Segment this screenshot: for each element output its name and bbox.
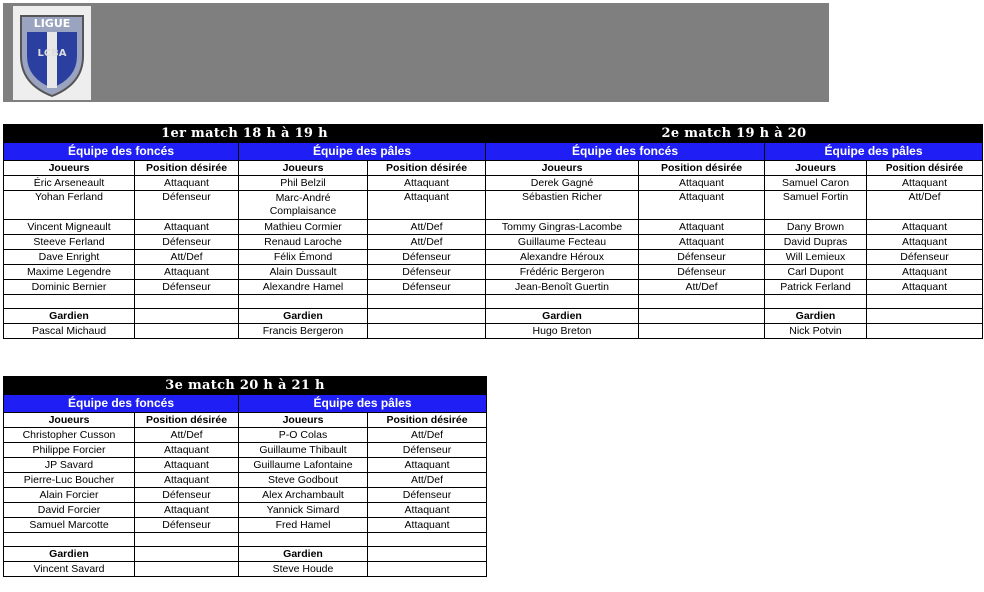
player-position: Att/Def (368, 220, 486, 235)
empty-row (4, 533, 487, 547)
player-position: Attaquant (368, 458, 487, 473)
player-position: Att/Def (368, 428, 487, 443)
player-name: Will Lemieux (765, 250, 867, 265)
col-header-players: Joueurs (765, 161, 867, 176)
player-name: Guillaume Thibault (239, 443, 368, 458)
table-row (4, 280, 983, 295)
player-position: Défenseur (368, 443, 487, 458)
table-row (4, 458, 487, 473)
col-header-players: Joueurs (239, 161, 368, 176)
table-row (4, 518, 487, 533)
player-name: Félix Émond (239, 250, 368, 265)
player-position: Défenseur (368, 250, 486, 265)
goalie-name: Vincent Savard (4, 562, 135, 577)
table-row (4, 265, 983, 280)
player-name: Maxime Legendre (4, 265, 135, 280)
empty-row (4, 295, 983, 309)
match-2-dark-team: Équipe des foncés (486, 143, 765, 161)
table-row (4, 428, 487, 443)
player-position: Att/Def (368, 235, 486, 250)
player-position: Défenseur (135, 235, 239, 250)
player-name: Pierre-Luc Boucher (4, 473, 135, 488)
table-row (4, 220, 983, 235)
player-position: Att/Def (867, 191, 983, 220)
player-position: Attaquant (639, 176, 765, 191)
player-position: Attaquant (867, 280, 983, 295)
player-name: Frédéric Bergeron (486, 265, 639, 280)
col-header-position: Position désirée (639, 161, 765, 176)
table-row (4, 473, 487, 488)
player-position: Attaquant (368, 176, 486, 191)
col-header-players: Joueurs (4, 413, 135, 428)
player-position: Défenseur (639, 250, 765, 265)
header-banner (3, 3, 829, 102)
goalie-label: Gardien (4, 309, 135, 324)
player-position: Défenseur (867, 250, 983, 265)
player-position: Attaquant (639, 191, 765, 220)
goalie-row (4, 562, 487, 577)
player-name: Jean-Benoît Guertin (486, 280, 639, 295)
player-position: Défenseur (368, 280, 486, 295)
player-position: Défenseur (639, 265, 765, 280)
player-name: Guillaume Lafontaine (239, 458, 368, 473)
player-name: Carl Dupont (765, 265, 867, 280)
player-name: P-O Colas (239, 428, 368, 443)
player-position: Défenseur (135, 488, 239, 503)
player-position: Défenseur (135, 518, 239, 533)
player-name: David Dupras (765, 235, 867, 250)
match-1-title: 1er match 18 h à 19 h (4, 125, 486, 143)
player-position: Attaquant (867, 235, 983, 250)
table-row (4, 503, 487, 518)
player-name: Sébastien Richer (486, 191, 639, 220)
goalie-header-row (4, 309, 983, 324)
col-header-players: Joueurs (239, 413, 368, 428)
match-3-light-team: Équipe des pâles (239, 395, 487, 413)
player-position: Défenseur (368, 265, 486, 280)
player-position: Attaquant (639, 220, 765, 235)
goalie-name: Steve Houde (239, 562, 368, 577)
goalie-name: Nick Potvin (765, 324, 867, 339)
match-1-light-team: Équipe des pâles (239, 143, 486, 161)
player-position: Attaquant (368, 503, 487, 518)
col-header-position: Position désirée (867, 161, 983, 176)
player-position: Attaquant (135, 473, 239, 488)
col-header-position: Position désirée (135, 161, 239, 176)
col-header-position: Position désirée (368, 161, 486, 176)
player-position: Attaquant (867, 220, 983, 235)
col-header-players: Joueurs (4, 161, 135, 176)
player-name: Steve Godbout (239, 473, 368, 488)
player-position: Att/Def (135, 250, 239, 265)
player-name: Marc-André Complaisance (239, 191, 368, 220)
player-position: Attaquant (368, 191, 486, 220)
goalie-name: Hugo Breton (486, 324, 639, 339)
player-position: Attaquant (867, 176, 983, 191)
player-name: Mathieu Cormier (239, 220, 368, 235)
goalie-row (4, 324, 983, 339)
player-name: Samuel Fortin (765, 191, 867, 220)
col-header-position: Position désirée (135, 413, 239, 428)
table-row (4, 443, 487, 458)
player-position: Attaquant (135, 265, 239, 280)
column-header-row (4, 161, 983, 176)
player-position: Attaquant (135, 443, 239, 458)
player-position: Attaquant (135, 458, 239, 473)
match-1-dark-team: Équipe des foncés (4, 143, 239, 161)
goalie-label: Gardien (239, 309, 368, 324)
player-name: Yannick Simard (239, 503, 368, 518)
player-name: Derek Gagné (486, 176, 639, 191)
player-name: Dany Brown (765, 220, 867, 235)
match-2-title: 2e match 19 h à 20 (486, 125, 983, 143)
schedule-table-1-2 (3, 124, 983, 339)
player-name: JP Savard (4, 458, 135, 473)
player-name: Alain Dussault (239, 265, 368, 280)
player-name: Phil Belzil (239, 176, 368, 191)
player-position: Attaquant (639, 235, 765, 250)
player-position: Attaquant (135, 176, 239, 191)
player-position: Att/Def (368, 473, 487, 488)
goalie-label: Gardien (486, 309, 639, 324)
table-row (4, 250, 983, 265)
player-name: Guillaume Fecteau (486, 235, 639, 250)
player-name: Alex Archambault (239, 488, 368, 503)
player-name: Philippe Forcier (4, 443, 135, 458)
player-position: Défenseur (368, 488, 487, 503)
table-row (4, 176, 983, 191)
player-name: Yohan Ferland (4, 191, 135, 220)
player-name: Vincent Migneault (4, 220, 135, 235)
match-3-dark-team: Équipe des foncés (4, 395, 239, 413)
player-name: Alexandre Héroux (486, 250, 639, 265)
schedule-table-3 (3, 376, 487, 577)
svg-text:LCBA: LCBA (37, 48, 67, 59)
player-name: Patrick Ferland (765, 280, 867, 295)
player-position: Attaquant (867, 265, 983, 280)
svg-text:LIGUE: LIGUE (33, 17, 71, 30)
player-name: Renaud Laroche (239, 235, 368, 250)
league-logo (13, 6, 91, 100)
player-position: Att/Def (135, 428, 239, 443)
goalie-name: Francis Bergeron (239, 324, 368, 339)
player-position: Attaquant (135, 220, 239, 235)
player-name: David Forcier (4, 503, 135, 518)
player-name: Éric Arseneault (4, 176, 135, 191)
player-name: Tommy Gingras-Lacombe (486, 220, 639, 235)
player-name: Samuel Marcotte (4, 518, 135, 533)
col-header-position: Position désirée (368, 413, 487, 428)
player-position: Attaquant (135, 503, 239, 518)
match-2-light-team: Équipe des pâles (765, 143, 983, 161)
table-row (4, 191, 983, 220)
table-row (4, 488, 487, 503)
col-header-players: Joueurs (486, 161, 639, 176)
player-name: Dave Enright (4, 250, 135, 265)
player-position: Défenseur (135, 280, 239, 295)
player-name: Christopher Cusson (4, 428, 135, 443)
player-position: Défenseur (135, 191, 239, 220)
player-name: Fred Hamel (239, 518, 368, 533)
player-name: Alexandre Hamel (239, 280, 368, 295)
player-name: Steeve Ferland (4, 235, 135, 250)
goalie-name: Pascal Michaud (4, 324, 135, 339)
column-header-row (4, 413, 487, 428)
goalie-label: Gardien (239, 547, 368, 562)
player-name: Alain Forcier (4, 488, 135, 503)
goalie-label: Gardien (4, 547, 135, 562)
goalie-label: Gardien (765, 309, 867, 324)
player-position: Att/Def (639, 280, 765, 295)
player-name: Samuel Caron (765, 176, 867, 191)
table-row (4, 235, 983, 250)
goalie-header-row (4, 547, 487, 562)
match-3-title: 3e match 20 h à 21 h (4, 377, 487, 395)
player-position: Attaquant (368, 518, 487, 533)
player-name: Dominic Bernier (4, 280, 135, 295)
